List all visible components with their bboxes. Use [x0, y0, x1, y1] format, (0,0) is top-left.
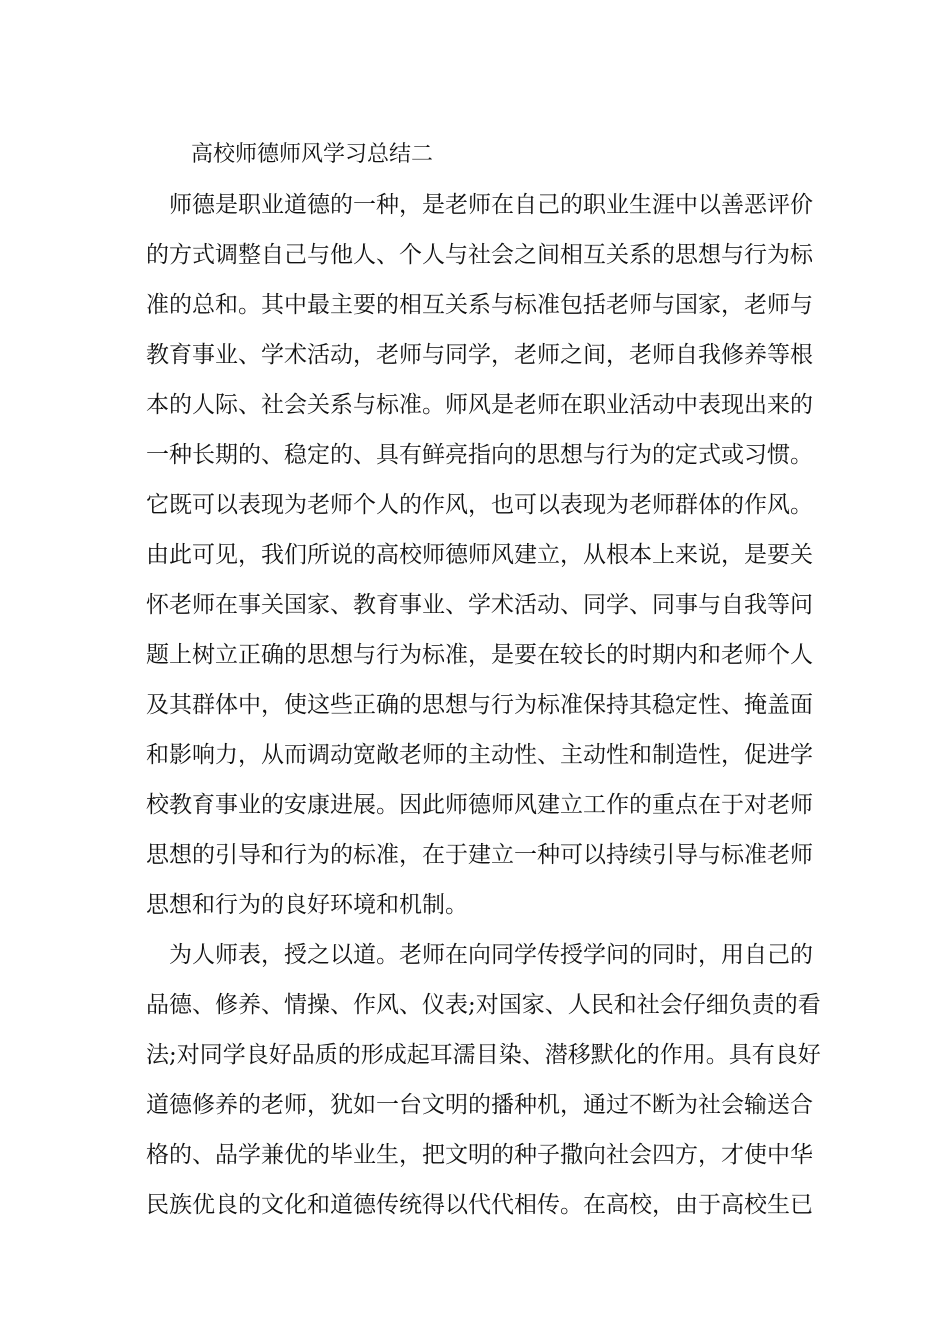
text-line: 思想和行为的良好环境和机制。: [146, 892, 468, 918]
text-line: 本的人际、社会关系与标准。师风是老师在职业活动中表现出来的: [146, 392, 813, 418]
text-line: 由此可见，我们所说的高校师德师风建立，从根本上来说，是要关: [146, 542, 813, 568]
text-line: 及其群体中，使这些正确的思想与行为标准保持其稳定性、掩盖面: [146, 692, 813, 718]
text-line: 思想的引导和行为的标准，在于建立一种可以持续引导与标准老师: [146, 842, 813, 868]
text-line: 它既可以表现为老师个人的作风，也可以表现为老师群体的作风。: [146, 492, 813, 518]
text-line: 准的总和。其中最主要的相互关系与标准包括老师与国家，老师与: [146, 292, 813, 318]
text-line: 格的、品学兼优的毕业生，把文明的种子撒向社会四方，才使中华: [146, 1142, 813, 1168]
text-line: 的方式调整自己与他人、个人与社会之间相互关系的思想与行为标: [146, 242, 813, 268]
text-line: 校教育事业的安康进展。因此师德师风建立工作的重点在于对老师: [146, 792, 813, 818]
text-line: 品德、修养、情操、作风、仪表;对国家、人民和社会仔细负责的看: [146, 992, 821, 1018]
text-line: 和影响力，从而调动宽敞老师的主动性、主动性和制造性，促进学: [146, 742, 813, 768]
text-line: 一种长期的、稳定的、具有鲜亮指向的思想与行为的定式或习惯。: [146, 442, 813, 468]
text-line: 民族优良的文化和道德传统得以代代相传。在高校，由于高校生已: [146, 1192, 813, 1218]
text-line: 为人师表，授之以道。老师在向同学传授学问的同时，用自己的: [146, 942, 813, 968]
text-line: 怀老师在事关国家、教育事业、学术活动、同学、同事与自我等问: [146, 592, 813, 618]
text-line: 法;对同学良好品质的形成起耳濡目染、潜移默化的作用。具有良好: [146, 1042, 821, 1068]
text-line: 道德修养的老师，犹如一台文明的播种机，通过不断为社会输送合: [146, 1092, 813, 1118]
text-line: 师德是职业道德的一种，是老师在自己的职业生涯中以善恶评价: [146, 192, 813, 218]
text-line: 题上树立正确的思想与行为标准，是要在较长的时期内和老师个人: [146, 642, 813, 668]
document-title: 高校师德师风学习总结二: [191, 142, 434, 167]
text-line: 教育事业、学术活动，老师与同学，老师之间，老师自我修养等根: [146, 342, 813, 368]
